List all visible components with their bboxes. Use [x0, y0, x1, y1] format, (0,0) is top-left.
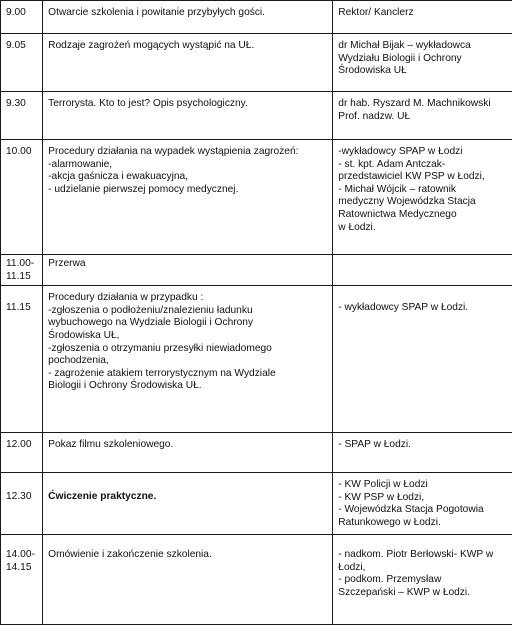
topic-text: Ćwiczenie praktyczne. — [48, 491, 157, 503]
table-row — [1, 92, 512, 140]
table-row — [1, 535, 512, 625]
speaker-text: Środowiska UŁ — [338, 65, 407, 77]
topic-cell — [43, 92, 333, 140]
topic-text: -alarmowanie, — [48, 158, 113, 170]
time-text: 9.00 — [6, 7, 26, 18]
topic-cell — [43, 535, 333, 625]
speaker-text: dr hab. Ryszard M. Machnikowski — [338, 98, 491, 109]
topic-cell — [43, 1, 333, 34]
table-row — [1, 34, 512, 92]
speaker-text — [338, 111, 507, 124]
time-text: 9.30 — [6, 98, 26, 109]
topic-cell — [43, 433, 333, 473]
table-row — [1, 473, 512, 535]
table-row — [1, 1, 512, 34]
table-row — [1, 433, 512, 473]
time-cell — [1, 535, 43, 625]
table-row — [1, 255, 512, 286]
time-cell — [1, 92, 43, 140]
speaker-text: Ratownictwa Medycznego — [338, 208, 457, 220]
time-cell — [1, 255, 43, 286]
speaker-text: medyczny Wojewódzka Stacja — [338, 196, 476, 208]
time-text: 12.00 — [6, 439, 32, 451]
topic-text: Pokaz filmu szkoleniowego. — [48, 439, 174, 451]
time-cell — [1, 140, 43, 255]
speaker-text: - st. kpt. Adam Antczak- — [338, 158, 446, 170]
speaker-cell — [333, 34, 512, 92]
time-text: 11.15 — [6, 270, 31, 282]
time-text: 12.30 — [6, 491, 32, 503]
speaker-text: Łodzi, — [338, 561, 366, 573]
topic-text: Procedury działania na wypadek wystąpienia zagrożeń: — [48, 146, 299, 157]
speaker-cell — [333, 473, 512, 535]
time-cell — [1, 433, 43, 473]
speaker-cell — [333, 255, 512, 286]
topic-text: - udzielanie pierwszej pomocy medycznej. — [48, 183, 239, 195]
time-text: 14.00- — [6, 549, 35, 561]
topic-cell — [43, 34, 333, 92]
time-text: 11.15 — [6, 302, 31, 314]
topic-text: Przerwa — [48, 258, 86, 269]
time-cell — [1, 473, 43, 535]
topic-text: Omówienie i zakończenie szkolenia. — [48, 549, 212, 561]
speaker-text: Wydziału Biologii i Ochrony — [338, 52, 462, 64]
speaker-text: - SPAP w Łodzi. — [338, 439, 411, 451]
table-row — [1, 140, 512, 255]
speaker-cell — [333, 92, 512, 140]
speaker-text: - KW PSP w Łodzi, — [338, 491, 425, 503]
speaker-text: - Michał Wójcik – ratownik — [338, 183, 457, 195]
time-cell — [1, 34, 43, 92]
topic-cell — [43, 286, 333, 433]
topic-text: -zgłoszenia o podłożeniu/znalezieniu ładunku — [48, 304, 253, 316]
topic-text: Terrorysta. Kto to jest? Opis psychologiczny. — [48, 98, 248, 109]
speaker-cell — [333, 1, 512, 34]
speaker-text: przedstawiciel KW PSP w Łodzi, — [338, 171, 485, 183]
topic-cell — [43, 255, 333, 286]
topic-cell — [43, 473, 333, 535]
speaker-text-part: Prof. nadzw. UŁ — [338, 110, 411, 122]
topic-text: - zagrożenie atakiem terrorystycznym na Wydziale — [48, 367, 276, 379]
table-row — [1, 286, 512, 433]
speaker-text: - wykładowcy SPAP w Łodzi. — [338, 302, 469, 314]
time-text: 9.05 — [6, 40, 26, 51]
speaker-text: - nadkom. Piotr Berłowski- KWP w — [338, 549, 494, 561]
speaker-text: dr Michał Bijak – wykładowca — [338, 40, 471, 51]
speaker-text: Ratunkowego w Łodzi. — [338, 516, 441, 528]
speaker-cell — [333, 140, 512, 255]
topic-cell — [43, 140, 333, 255]
time-cell — [1, 1, 43, 34]
topic-text: Procedury działania w przypadku : — [48, 292, 204, 304]
speaker-cell — [333, 286, 512, 433]
topic-text: -akcja gaśnicza i ewakuacyjna, — [48, 171, 189, 183]
speaker-text: - Wojewódzka Stacja Pogotowia — [338, 504, 484, 516]
topic-text: Rodzaje zagrożeń mogących wystąpić na UŁ. — [48, 40, 255, 51]
topic-text: Otwarcie szkolenia i powitanie przybyłych gości. — [48, 7, 266, 18]
time-cell — [1, 286, 43, 433]
time-text: 10.00 — [6, 146, 32, 157]
topic-text: Środowiska UŁ, — [48, 329, 120, 341]
speaker-text: - podkom. Przemysław — [338, 574, 442, 586]
topic-text: pochodzenia, — [48, 355, 109, 367]
speaker-cell — [333, 535, 512, 625]
speaker-text: - KW Policji w Łodzi — [338, 479, 428, 491]
speaker-text: -wykładowcy SPAP w Łodzi — [338, 146, 463, 157]
speaker-text: Rektor/ Kanclerz — [338, 7, 414, 18]
speaker-cell — [333, 433, 512, 473]
topic-text: -zgłoszenia o otrzymaniu przesyłki niewiadomego — [48, 342, 272, 354]
topic-text: wybuchowego na Wydziale Biologii i Ochrony — [48, 317, 254, 329]
time-text: 11.00- — [6, 258, 35, 269]
speaker-text: Szczepański – KWP w Łodzi. — [338, 586, 471, 598]
speaker-text: w Łodzi. — [338, 221, 376, 233]
topic-text: Biologii i Ochrony Środowiska UŁ. — [48, 380, 202, 392]
time-text: 14.15 — [6, 561, 32, 573]
